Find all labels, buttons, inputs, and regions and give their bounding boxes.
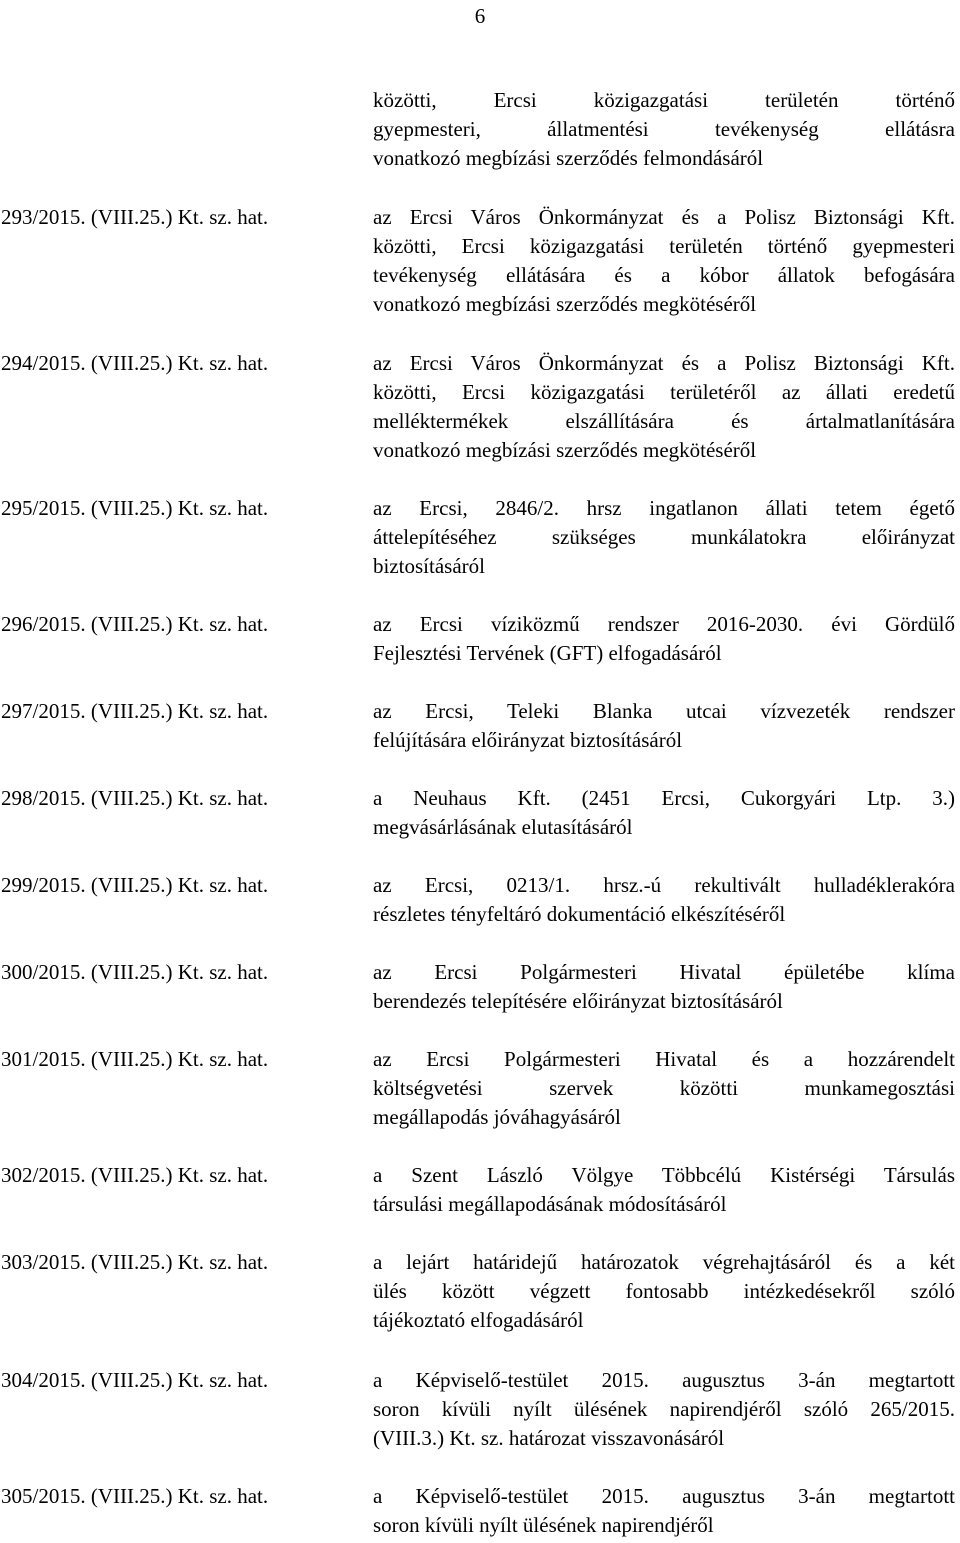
description-line: a lejárt határidejű határozatok végrehajtásáról és a két xyxy=(373,1250,955,1274)
resolution-number: 294/2015. (VIII.25.) Kt. sz. hat. xyxy=(1,351,269,375)
description-line: biztosításáról xyxy=(373,554,485,578)
resolution-description xyxy=(373,1366,955,1453)
description-line: tájékoztató elfogadásáról xyxy=(373,1308,584,1332)
resolution-number: 304/2015. (VIII.25.) Kt. sz. hat. xyxy=(1,1368,269,1392)
description-line: az Ercsi, 2846/2. hrsz ingatlanon állati tetem égető xyxy=(373,496,955,520)
description-line: közötti, Ercsi közigazgatási területén történő gyepmesteri xyxy=(373,234,955,258)
description-line: költségvetési szervek közötti munkamegosztási xyxy=(373,1076,955,1100)
description-line: az Ercsi Város Önkormányzat és a Polisz Biztonsági Kft. xyxy=(373,351,955,375)
description-line: a Neuhaus Kft. (2451 Ercsi, Cukorgyári Ltp. 3.) xyxy=(373,786,955,810)
description-line: vonatkozó megbízási szerződés megkötéséről xyxy=(373,292,757,316)
description-line: az Ercsi Város Önkormányzat és a Polisz Biztonsági Kft. xyxy=(373,205,955,229)
description-line: az Ercsi, Teleki Blanka utcai vízvezeték rendszer xyxy=(373,699,955,723)
resolution-description xyxy=(373,1482,955,1540)
resolution-description xyxy=(373,697,955,755)
resolution-number: 303/2015. (VIII.25.) Kt. sz. hat. xyxy=(1,1250,269,1274)
resolution-description xyxy=(373,494,955,581)
description-line: a Képviselő-testület 2015. augusztus 3-án megtartott xyxy=(373,1484,955,1508)
description-line: áttelepítéséhez szükséges munkálatokra előirányzat xyxy=(373,525,955,549)
resolution-number: 296/2015. (VIII.25.) Kt. sz. hat. xyxy=(1,612,269,636)
resolution-number: 305/2015. (VIII.25.) Kt. sz. hat. xyxy=(1,1484,269,1508)
resolution-description xyxy=(373,203,955,319)
description-line: berendezés telepítésére előirányzat biztosításáról xyxy=(373,989,783,1013)
description-line: az Ercsi Polgármesteri Hivatal és a hozzárendelt xyxy=(373,1047,955,1071)
description-line: megvásárlásának elutasításáról xyxy=(373,815,633,839)
resolution-number: 302/2015. (VIII.25.) Kt. sz. hat. xyxy=(1,1163,269,1187)
description-line: közötti, Ercsi közigazgatási területéről az állati eredetű xyxy=(373,380,955,404)
description-line: az Ercsi Polgármesteri Hivatal épületébe klíma xyxy=(373,960,955,984)
description-line: (VIII.3.) Kt. sz. határozat visszavonásáról xyxy=(373,1426,725,1450)
resolution-description xyxy=(373,610,955,668)
resolution-description xyxy=(373,1045,955,1132)
resolution-description xyxy=(373,1161,955,1219)
description-line: felújítására előirányzat biztosításáról xyxy=(373,728,683,752)
description-line: a Szent László Völgye Többcélú Kistérségi Társulás xyxy=(373,1163,955,1187)
resolution-description xyxy=(373,784,955,842)
resolution-description xyxy=(373,349,955,465)
description-line: soron kívüli nyílt ülésének napirendjéről xyxy=(373,1513,714,1537)
resolution-number: 300/2015. (VIII.25.) Kt. sz. hat. xyxy=(1,960,269,984)
description-line: Fejlesztési Tervének (GFT) elfogadásáról xyxy=(373,641,722,665)
description-line: soron kívüli nyílt ülésének napirendjéről szóló 265/2015. xyxy=(373,1397,955,1421)
description-line: gyepmesteri, állatmentési tevékenység ellátásra xyxy=(373,117,955,141)
page-number: 6 xyxy=(474,4,486,28)
description-line: vonatkozó megbízási szerződés felmondásáról xyxy=(373,146,764,170)
description-line: megállapodás jóváhagyásáról xyxy=(373,1105,621,1129)
resolution-number: 298/2015. (VIII.25.) Kt. sz. hat. xyxy=(1,786,269,810)
description-line: tevékenység ellátására és a kóbor állatok befogására xyxy=(373,263,955,287)
continuation-description xyxy=(373,86,955,173)
resolution-description xyxy=(373,871,955,929)
resolution-number: 299/2015. (VIII.25.) Kt. sz. hat. xyxy=(1,873,269,897)
resolution-description xyxy=(373,958,955,1016)
description-line: ülés között végzett fontosabb intézkedésekről szóló xyxy=(373,1279,955,1303)
description-line: az Ercsi víziközmű rendszer 2016-2030. évi Gördülő xyxy=(373,612,955,636)
resolution-number: 293/2015. (VIII.25.) Kt. sz. hat. xyxy=(1,205,269,229)
description-line: melléktermékek elszállítására és ártalmatlanítására xyxy=(373,409,955,433)
resolution-number: 297/2015. (VIII.25.) Kt. sz. hat. xyxy=(1,699,269,723)
description-line: közötti, Ercsi közigazgatási területén történő xyxy=(373,88,955,112)
description-line: részletes tényfeltáró dokumentáció elkészítéséről xyxy=(373,902,786,926)
description-line: társulási megállapodásának módosításáról xyxy=(373,1192,727,1216)
resolution-description xyxy=(373,1248,955,1335)
resolution-number: 301/2015. (VIII.25.) Kt. sz. hat. xyxy=(1,1047,269,1071)
resolution-number: 295/2015. (VIII.25.) Kt. sz. hat. xyxy=(1,496,269,520)
description-line: vonatkozó megbízási szerződés megkötéséről xyxy=(373,438,757,462)
description-line: a Képviselő-testület 2015. augusztus 3-án megtartott xyxy=(373,1368,955,1392)
description-line: az Ercsi, 0213/1. hrsz.-ú rekultivált hulladéklerakóra xyxy=(373,873,955,897)
